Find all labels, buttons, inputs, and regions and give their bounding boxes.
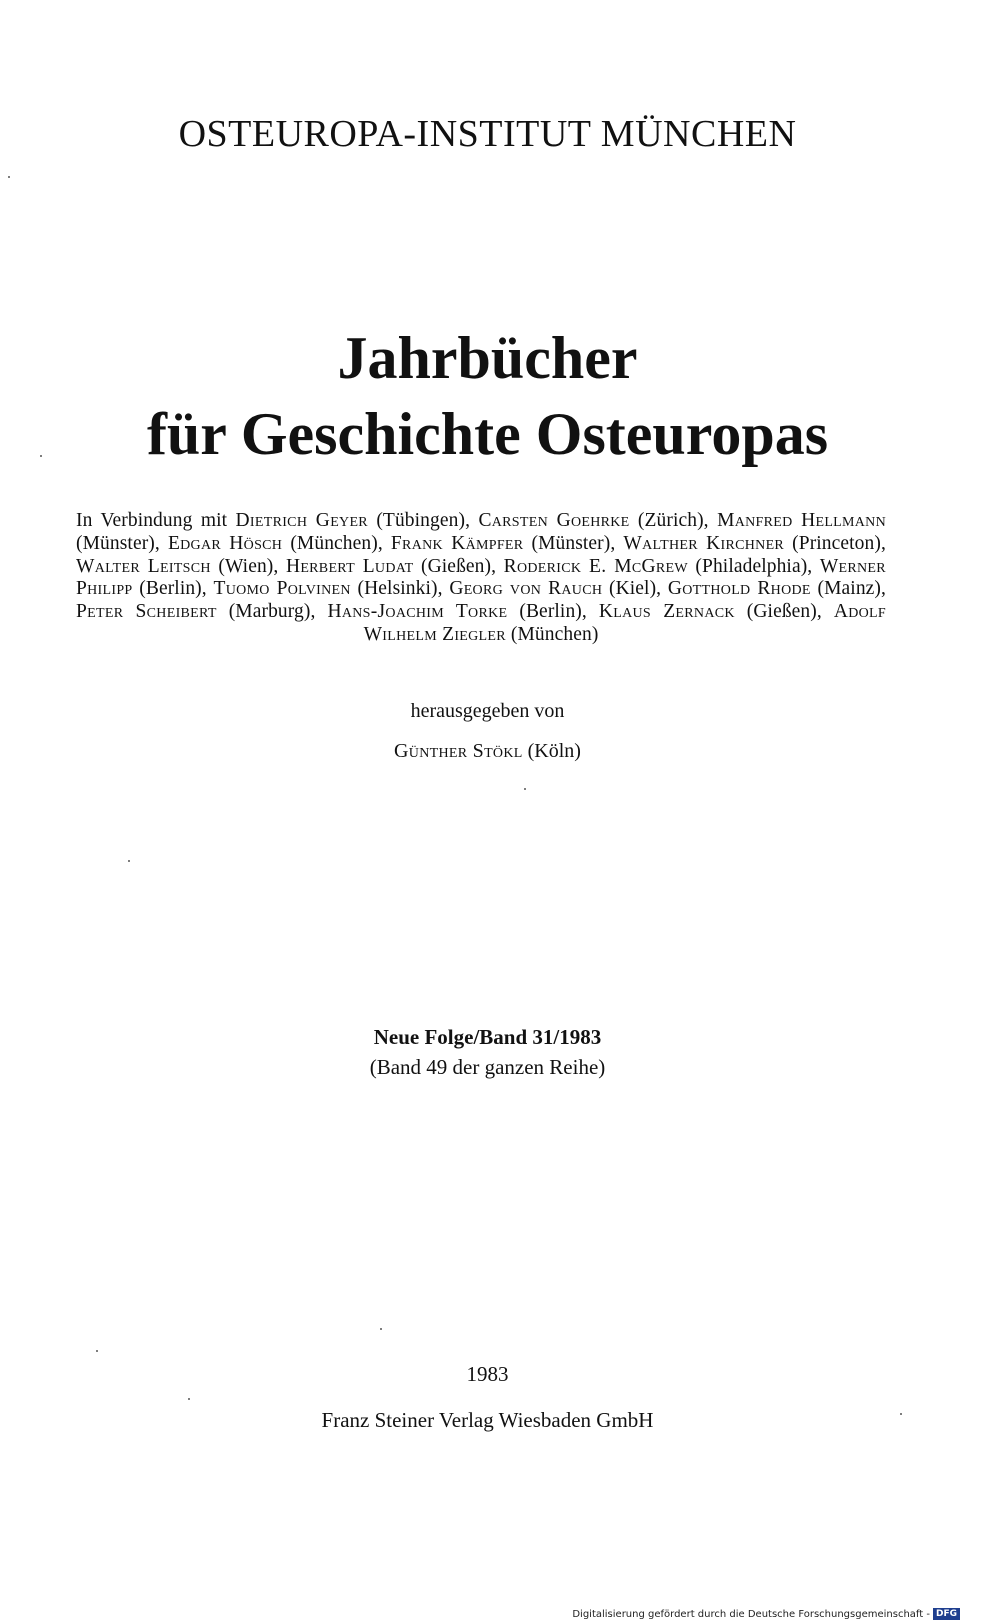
digitization-footer	[572, 1608, 960, 1620]
journal-title	[0, 320, 975, 472]
series-volume: Neue Folge/Band 31/1983	[373, 1025, 602, 1049]
contributor-place: (Marburg),	[228, 601, 316, 623]
contributor-place: (Philadelphia),	[695, 555, 813, 577]
contributor-place: (Kiel),	[609, 578, 662, 600]
contributor-place: (Gießen),	[421, 555, 497, 577]
editor-line	[0, 740, 975, 763]
contributor-name: Gotthold Rhode	[667, 578, 811, 600]
scan-speck	[380, 1328, 382, 1330]
contributor-place: (Wien),	[218, 555, 279, 577]
footer-text: Digitalisierung gefördert durch die Deutsche Forschungsgemeinschaft -	[572, 1608, 930, 1620]
scan-speck	[128, 860, 130, 862]
scan-speck	[900, 1413, 902, 1415]
contributor-place: (Berlin),	[139, 578, 207, 600]
publisher-name: Franz Steiner Verlag Wiesbaden GmbH	[321, 1408, 654, 1432]
contributor-place: (Helsinki),	[357, 578, 443, 600]
contributor-name: Adolf Wilhelm Ziegler	[363, 601, 887, 645]
collaboration-intro: In Verbindung mit	[76, 510, 228, 531]
institute-heading: OSTEUROPA-INSTITUT MÜNCHEN	[178, 113, 797, 155]
scan-speck	[188, 1398, 190, 1400]
scan-speck	[8, 176, 10, 178]
series-volume-note: (Band 49 der ganzen Reihe)	[369, 1055, 606, 1079]
contributor-name: Dietrich Geyer	[235, 510, 368, 531]
contributor-name: Hans-Joachim Torke	[327, 601, 508, 623]
contributor-place: (Berlin),	[519, 601, 587, 623]
contributor-name: Tuomo Polvinen	[213, 578, 351, 600]
journal-title-line-1: Jahrbücher	[337, 325, 638, 391]
contributor-name: Edgar Hösch	[167, 532, 283, 554]
contributor-name: Frank Kämpfer	[390, 532, 524, 554]
contributor-name: Klaus Zernack	[598, 601, 735, 623]
contributor-place: (München)	[510, 623, 599, 645]
contributor-name: Carsten Goehrke	[478, 510, 630, 531]
contributor-name: Roderick E. McGrew	[503, 555, 688, 577]
contributor-name: Georg von Rauch	[449, 578, 603, 600]
contributor-place: (Münster),	[76, 532, 160, 554]
collaboration-paragraph	[76, 510, 886, 647]
contributor-place: (Münster),	[531, 532, 616, 554]
contributor-name: Herbert Ludat	[285, 555, 414, 577]
journal-title-line-2: für Geschichte Osteuropas	[146, 401, 829, 467]
contributor-place: (Tübingen),	[376, 510, 471, 531]
contributor-name: Walther Kirchner	[623, 532, 785, 554]
contributor-name: Peter Scheibert	[76, 601, 217, 623]
editor-place: (Köln)	[527, 740, 581, 762]
contributor-name: Walter Leitsch	[76, 555, 211, 577]
contributor-place: (Princeton),	[792, 532, 886, 554]
dfg-logo: DFG	[933, 1608, 960, 1620]
scan-speck	[96, 1350, 98, 1352]
contributor-name: Werner Philipp	[76, 555, 886, 600]
contributor-place: (München),	[290, 532, 383, 554]
scan-speck	[524, 788, 526, 790]
editor-name: Günther Stökl	[394, 740, 523, 762]
scan-speck	[40, 455, 42, 457]
contributor-name: Manfred Hellmann	[717, 510, 887, 531]
contributor-place: (Zürich),	[637, 510, 709, 531]
publication-year: 1983	[466, 1362, 509, 1386]
contributor-place: (Gießen),	[746, 601, 822, 623]
edited-by-label: herausgegeben von	[410, 700, 565, 722]
contributor-place: (Mainz),	[817, 578, 886, 600]
